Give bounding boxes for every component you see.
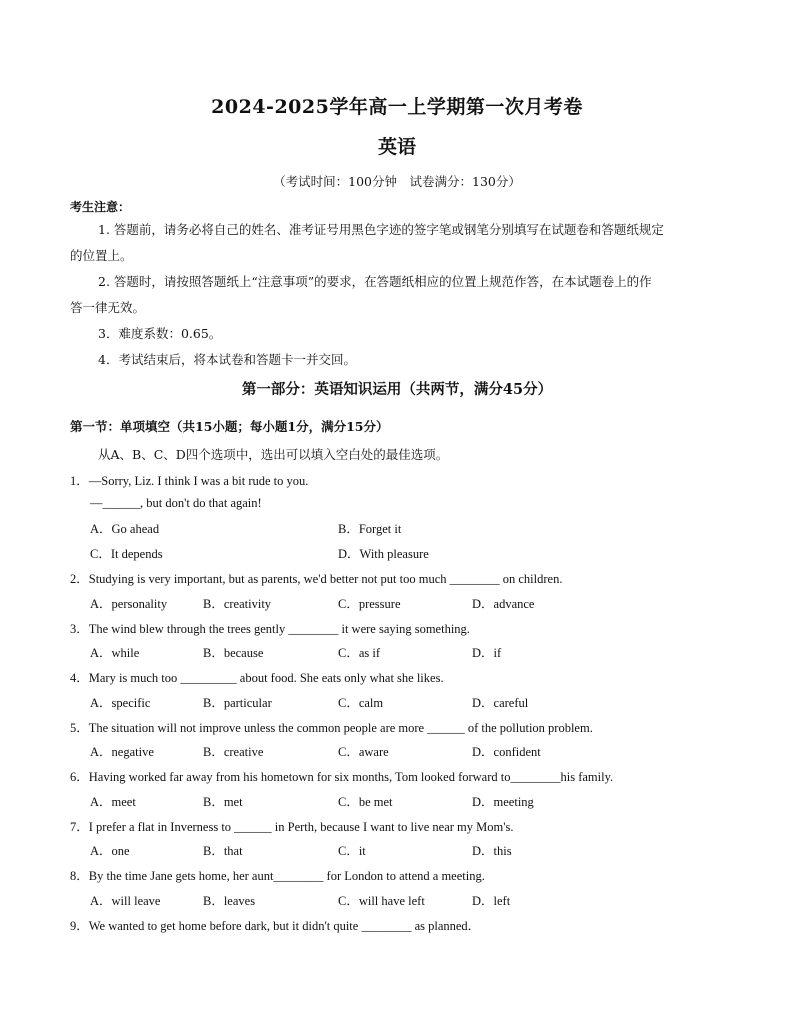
- question-stem: 7．I prefer a flat in Inverness to ______ in Perth, because I want to live near my Mom's.: [70, 820, 514, 834]
- exam-info: （考试时间：100分钟 试卷满分：130分）: [273, 174, 521, 189]
- note-line: 答一律无效。: [70, 300, 146, 315]
- question-stem: 4．Mary is much too _________ about food. She eats only what she likes.: [70, 671, 444, 685]
- option-d[interactable]: D．this: [472, 844, 512, 858]
- option-c[interactable]: C．it: [338, 844, 366, 858]
- option-d[interactable]: D．confident: [472, 745, 541, 759]
- question-stem: 8．By the time Jane gets home, her aunt________ for London to attend a meeting.: [70, 869, 485, 883]
- note-line: 的位置上。: [70, 248, 133, 263]
- question-stem: 6．Having worked far away from his hometown for six months, Tom looked forward to________his family.: [70, 770, 614, 784]
- question-stem: 3．The wind blew through the trees gently ________ it were saying something.: [70, 622, 470, 636]
- option-b[interactable]: B．because: [203, 646, 264, 660]
- option-a[interactable]: A．one: [90, 844, 130, 858]
- option-b[interactable]: B．creative: [203, 745, 264, 759]
- option-a[interactable]: A．personality: [90, 597, 168, 611]
- option-b[interactable]: B．particular: [203, 696, 272, 710]
- part-title: 第一部分：英语知识运用（共两节，满分45分）: [241, 381, 553, 398]
- option-d[interactable]: D．meeting: [472, 795, 534, 809]
- option-b[interactable]: B．Forget it: [338, 522, 402, 536]
- note-line: 2. 答题时，请按照答题纸上“注意事项”的要求，在答题纸相应的位置上规范作答，在本试题卷上的作: [98, 274, 652, 289]
- question-stem: 2．Studying is very important, but as parents, we'd better not put too much ________ on children.: [70, 572, 563, 586]
- option-a[interactable]: A．while: [90, 646, 140, 660]
- option-d[interactable]: D．careful: [472, 696, 529, 710]
- option-a[interactable]: A．negative: [90, 745, 154, 759]
- option-b[interactable]: B．leaves: [203, 894, 256, 908]
- option-d[interactable]: D．advance: [472, 597, 535, 611]
- option-c[interactable]: C．as if: [338, 646, 381, 660]
- note-line: 4．考试结束后，将本试卷和答题卡一并交回。: [98, 352, 356, 367]
- notes-block: [70, 217, 725, 373]
- option-a[interactable]: A．will leave: [90, 894, 161, 908]
- option-a[interactable]: A．specific: [90, 696, 151, 710]
- option-d[interactable]: D．left: [472, 894, 511, 908]
- note-line: 3．难度系数：0.65。: [98, 326, 222, 341]
- option-a[interactable]: A．meet: [90, 795, 136, 809]
- option-d[interactable]: D．With pleasure: [338, 547, 429, 561]
- option-d[interactable]: D．if: [472, 646, 502, 660]
- exam-title: 2024-2025学年高一上学期第一次月考卷: [211, 96, 583, 118]
- option-a[interactable]: A．Go ahead: [90, 522, 160, 536]
- option-b[interactable]: B．that: [203, 844, 243, 858]
- question-stem-line2: —______, but don't do that again!: [90, 496, 262, 510]
- option-c[interactable]: C．pressure: [338, 597, 401, 611]
- option-c[interactable]: C．be met: [338, 795, 393, 809]
- question-stem: 9．We wanted to get home before dark, but it didn't quite ________ as planned．: [70, 919, 481, 933]
- question-stem: 1．—Sorry, Liz. I think I was a bit rude to you.: [70, 474, 309, 488]
- option-c[interactable]: C．calm: [338, 696, 384, 710]
- option-c[interactable]: C．will have left: [338, 894, 425, 908]
- section-instruction: 从A、B、C、D四个选项中，选出可以填入空白处的最佳选项。: [98, 447, 449, 462]
- option-c[interactable]: C．aware: [338, 745, 389, 759]
- option-b[interactable]: B．met: [203, 795, 243, 809]
- exam-subject: 英语: [377, 136, 416, 158]
- section-title: 第一节：单项填空（共15小题；每小题1分，满分15分）: [70, 419, 389, 434]
- notes-title: 考生注意：: [70, 200, 131, 214]
- question-stem: 5．The situation will not improve unless the common people are more ______ of the pollution problem.: [70, 721, 593, 735]
- option-b[interactable]: B．creativity: [203, 597, 272, 611]
- note-line: 1. 答题前，请务必将自己的姓名、准考证号用黑色字迹的签字笔或钢笔分别填写在试题卷和答题纸规定: [98, 222, 664, 237]
- option-c[interactable]: C．It depends: [90, 547, 163, 561]
